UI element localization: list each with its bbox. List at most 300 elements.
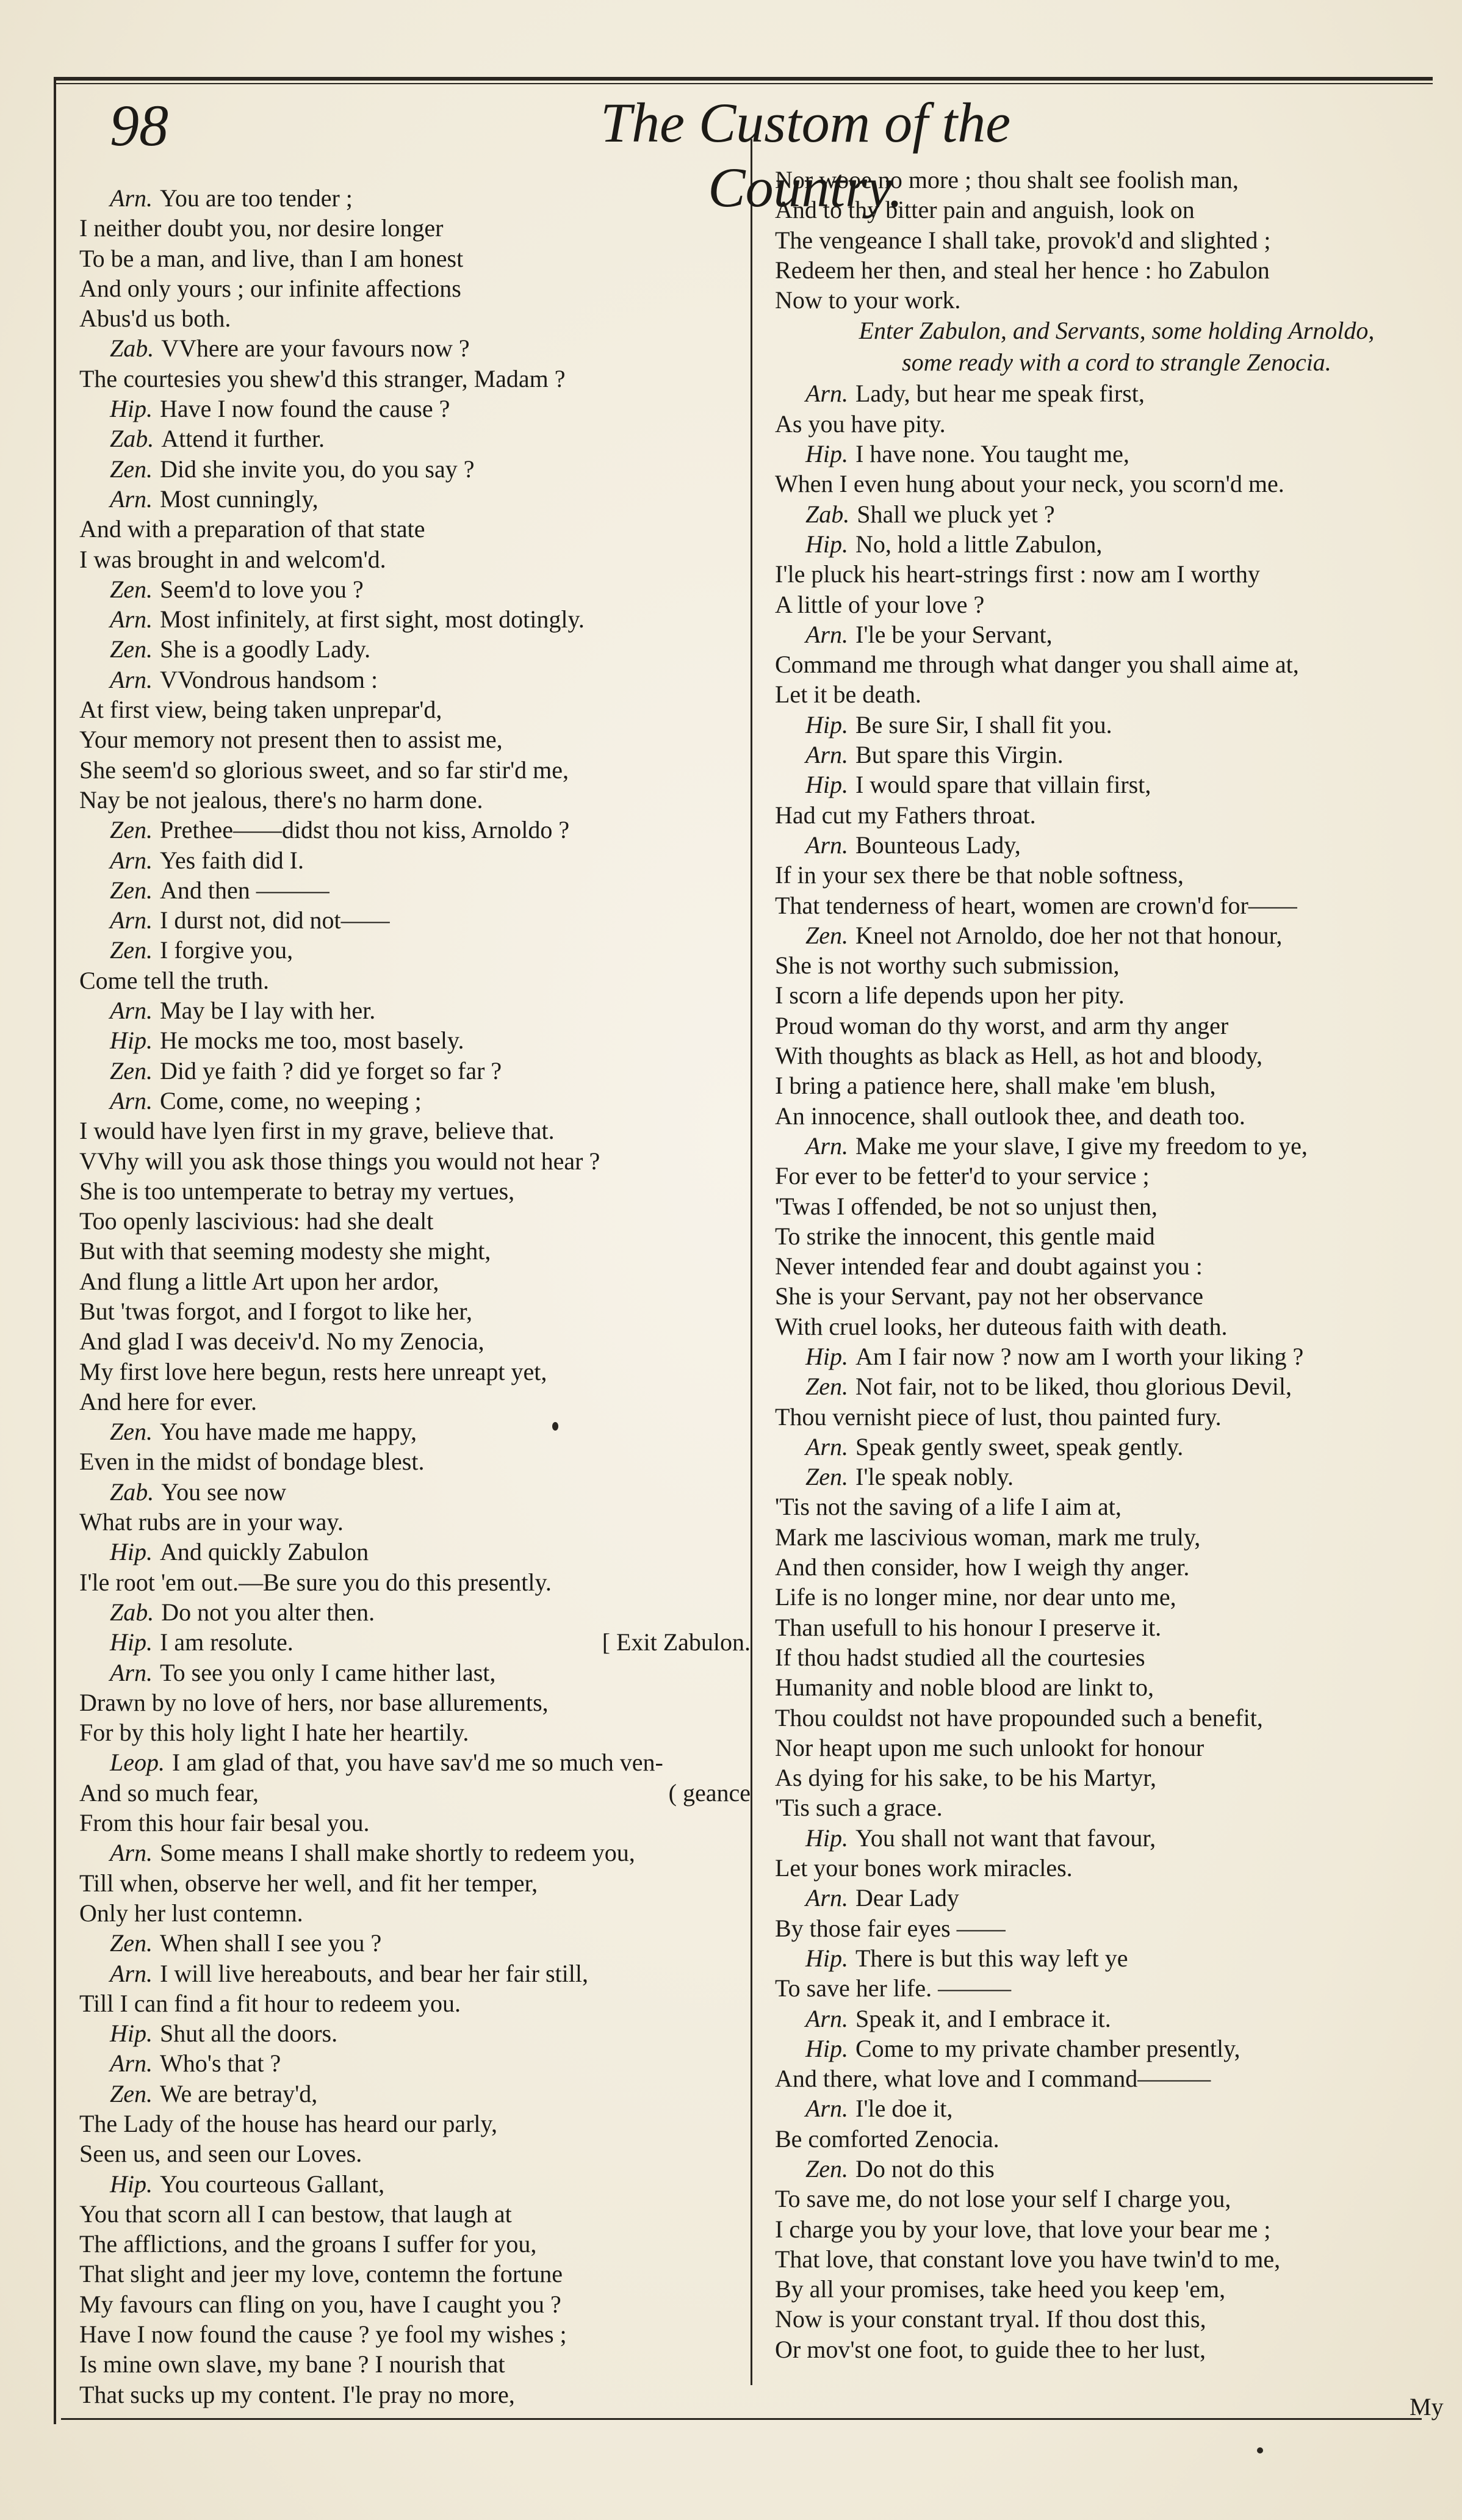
verse-line [79,514,751,544]
line-text: If thou hadst studied all the courtesies [775,1643,1145,1671]
line-text: To strike the innocent, this gentle maid [775,1222,1155,1250]
verse-line [79,2048,751,2078]
verse-line [79,2380,751,2410]
verse-line [775,2184,1434,2214]
verse-line [79,966,751,995]
verse-line [775,1011,1434,1041]
verse-line [79,1025,751,1055]
verse-line [79,1266,751,1296]
line-text: Redeem her then, and steal her hence : ho Zabulon [775,256,1270,284]
speaker-name: Arn. [805,1132,848,1160]
verse-line [775,1312,1434,1341]
line-text: Yes faith did I. [160,846,304,874]
line-text: But with that seeming modesty she might, [79,1237,491,1265]
line-text: I neither doubt you, nor desire longer [79,214,444,242]
line-text: Prethee——didst thou not kiss, Arnoldo ? [160,816,570,844]
speaker-name: Zen. [805,2155,848,2182]
line-text: She is your Servant, pay not her observance [775,1282,1204,1310]
verse-line [79,2349,751,2379]
verse-line [775,225,1434,255]
line-text: And quickly Zabulon [160,1538,369,1566]
line-text: I forgive you, [160,936,293,964]
line-text: If in your sex there be that noble softness, [775,861,1184,889]
line-text: Drawn by no love of hers, nor base allurements, [79,1688,549,1716]
speaker-name: Zen. [110,876,153,904]
line-text: She is a goodly Lady. [160,635,371,663]
line-text: Kneel not Arnoldo, doe her not that honour, [855,921,1283,949]
verse-line [79,213,751,243]
speaker-name: Zen. [110,575,153,603]
line-text: Not fair, not to be liked, thou glorious Devil, [855,1373,1292,1401]
line-text: Shall we pluck yet ? [857,500,1055,528]
line-text: An innocence, shall outlook thee, and death too. [775,1102,1245,1130]
verse-line [775,1883,1434,1913]
verse-line [775,1582,1434,1612]
line-text: As dying for his sake, to be his Martyr, [775,1764,1156,1792]
line-text: VVondrous handsom : [160,665,378,693]
line-text: And here for ever. [79,1387,257,1415]
line-text: Speak it, and I embrace it. [855,2004,1111,2032]
verse-line [775,1492,1434,1522]
speaker-name: Hip. [805,440,848,468]
verse-line [79,2289,751,2319]
verse-line [775,409,1434,439]
verse-line [79,394,751,424]
verse-line [79,1808,751,1838]
speaker-name: Arn. [805,620,848,648]
line-text: And there, what love and I command——— [775,2065,1211,2093]
verse-line [79,333,751,363]
line-text: I am resolute. [160,1628,293,1656]
verse-line [79,1296,751,1326]
speaker-name: Hip. [805,2034,848,2062]
line-text: Come, come, no weeping ; [160,1086,422,1114]
line-text: When I even hung about your neck, you scorn'd me. [775,470,1284,498]
right-text-column [775,165,1434,2364]
speaker-name: Leop. [110,1749,165,1777]
verse-line [79,424,751,453]
verse-line [775,1191,1434,1221]
line-text: Nor wooe no more ; thou shalt see foolish man, [775,166,1239,193]
line-text: Seem'd to love you ? [160,575,364,603]
line-text: Shut all the doors. [160,2020,338,2048]
verse-line [79,2018,751,2048]
bottom-rule [61,2418,1422,2420]
line-text: To save her life. ——— [775,1974,1012,2002]
line-text: Let your bones work miracles. [775,1854,1073,1882]
verse-line [79,935,751,965]
line-text: Did she invite you, do you say ? [160,455,475,483]
speaker-name: Arn. [110,1658,153,1686]
verse-line [79,1357,751,1387]
line-text: I'le root 'em out.—Be sure you do this presently. [79,1568,552,1596]
stage-direction [775,347,1434,378]
speaker-name: Zab. [110,1598,154,1626]
line-text: And then ——— [160,876,329,904]
speaker-name: Zab. [110,334,154,363]
speaker-name: Arn. [110,1959,153,1987]
line-text: With cruel looks, her duteous faith with death. [775,1312,1228,1340]
speaker-name: Arn. [110,665,153,693]
speaker-name: Arn. [110,605,153,634]
verse-line [79,1417,751,1446]
speaker-name: Hip. [110,1027,153,1055]
verse-line [79,2259,751,2289]
verse-line [775,1371,1434,1401]
speaker-name: Hip. [805,1944,848,1972]
line-text: I bring a patience here, shall make 'em blush, [775,1072,1216,1100]
line-text: VVhere are your favours now ? [161,334,470,363]
verse-line [775,1973,1434,2003]
verse-line [79,303,751,333]
verse-line [775,2274,1434,2304]
speaker-name: Zab. [805,500,850,528]
verse-line [79,1838,751,1868]
line-text: I'le doe it, [855,2095,953,2123]
verse-line [79,604,751,634]
verse-line [79,845,751,875]
line-text: That sucks up my content. I'le pray no more, [79,2380,515,2408]
verse-line [79,1236,751,1266]
verse-line [775,2004,1434,2034]
verse-line [775,1281,1434,1311]
line-text: Now to your work. [775,286,961,314]
verse-line [775,710,1434,740]
verse-line [775,378,1434,408]
verse-line [79,1988,751,2018]
line-text: You courteous Gallant, [160,2170,385,2198]
speaker-name: Arn. [110,1086,153,1114]
line-text: But 'twas forgot, and I forgot to like her, [79,1297,473,1325]
verse-line [775,649,1434,679]
line-text: Speak gently sweet, speak gently. [855,1432,1184,1460]
line-text: I durst not, did not—— [160,906,390,934]
line-text: You are too tender ; [160,184,353,212]
verse-line [79,544,751,574]
line-text: For by this holy light I hate her heartily. [79,1719,469,1747]
speaker-name: Arn. [805,1884,848,1912]
line-text: We are betray'd, [160,2079,318,2107]
verse-line [79,1146,751,1176]
verse-line [775,439,1434,469]
verse-line [775,1251,1434,1281]
verse-line [79,484,751,514]
verse-line [79,875,751,905]
line-text: A little of your love ? [775,590,985,618]
verse-line [79,785,751,815]
line-text: Too openly lascivious: had she dealt [79,1207,434,1235]
line-text: By those fair eyes —— [775,1914,1006,1942]
line-text: And only yours ; our infinite affections [79,274,461,302]
line-text: To save me, do not lose your self I charge you, [775,2185,1231,2213]
line-text: I'le pluck his heart-strings first : now am I worthy [775,560,1260,588]
verse-line [79,1477,751,1507]
line-text: 'Tis such a grace. [775,1794,943,1822]
speaker-name: Arn. [805,741,848,769]
line-text: And then consider, how I weigh thy anger. [775,1553,1190,1581]
line-text: Your memory not present then to assist me, [79,726,503,754]
verse-line [775,619,1434,649]
margin-note: [ Exit Zabulon. [602,1628,751,1656]
line-text: Even in the midst of bondage blest. [79,1448,425,1476]
line-text: I'le speak nobly. [855,1463,1014,1491]
line-text: By all your promises, take heed you keep 'em, [775,2275,1226,2303]
speaker-name: Arn. [110,485,153,513]
verse-line [79,244,751,273]
speaker-name: Arn. [805,831,848,859]
verse-line [775,1432,1434,1462]
line-text: I charge you by your love, that love your bear me ; [775,2215,1271,2243]
line-text: With thoughts as black as Hell, as hot and bloody, [775,1042,1263,1070]
line-text: Now is your constant tryal. If thou dost this, [775,2305,1206,2333]
line-text: Humanity and noble blood are linkt to, [775,1673,1154,1702]
verse-line [775,255,1434,285]
line-text: Some means I shall make shortly to redeem you, [160,1839,635,1867]
verse-line [79,1747,751,1777]
verse-line [775,529,1434,559]
verse-line [775,950,1434,980]
verse-line [775,1672,1434,1702]
catchword: My [1410,2393,1444,2421]
verse-line [79,1206,751,1236]
line-text: The vengeance I shall take, provok'd and slighted ; [775,226,1271,254]
header-rule-thin [54,83,1433,84]
verse-line [79,1868,751,1898]
verse-line [775,1943,1434,1973]
line-text: You shall not want that favour, [855,1824,1156,1852]
line-text: The courtesies you shew'd this stranger, Madam ? [79,364,566,392]
verse-line [775,679,1434,709]
line-text: Most cunningly, [160,485,319,513]
verse-line [79,574,751,604]
verse-line [79,2319,751,2349]
line-text: I scorn a life depends upon her pity. [775,981,1125,1009]
verse-line [775,2034,1434,2063]
verse-line [775,1703,1434,1733]
verse-line [775,1161,1434,1191]
speaker-name: Hip. [805,771,848,799]
line-text: My first love here begun, rests here unreapt yet, [79,1357,547,1385]
line-text: At first view, being taken unprepar'd, [79,696,442,724]
speaker-name: Arn. [110,997,153,1025]
verse-line [79,695,751,724]
verse-line [775,800,1434,830]
verse-line [775,1070,1434,1100]
speaker-name: Arn. [805,2004,848,2032]
verse-line [79,1898,751,1928]
line-text: I will live hereabouts, and bear her fair still, [160,1959,588,1987]
line-text: Than usefull to his honour I preserve it. [775,1613,1162,1641]
verse-line [79,2139,751,2168]
verse-line [79,1658,751,1688]
line-text: Enter Zabulon, and Servants, some holding Arnoldo, [859,317,1375,345]
verse-line [79,724,751,754]
line-text: Lady, but hear me speak first, [855,380,1145,408]
verse-line [775,920,1434,950]
verse-line [79,1778,751,1808]
column-divider [751,139,752,2385]
line-text: What rubs are in your way. [79,1508,344,1536]
line-text: Do not do this [855,2155,995,2182]
line-text: She is not worthy such submission, [775,951,1120,980]
line-text: Nay be not jealous, there's no harm done. [79,785,483,814]
line-text: I have none. You taught me, [855,440,1129,468]
verse-line [775,1131,1434,1161]
verse-line [775,1793,1434,1822]
margin-note: ( geance [668,1778,751,1807]
verse-line [79,273,751,303]
speaker-name: Zen. [805,921,848,949]
verse-line [79,1928,751,1958]
line-text: The Lady of the house has heard our parly, [79,2110,497,2137]
verse-line [79,1537,751,1567]
line-text: Come tell the truth. [79,966,270,994]
line-text: He mocks me too, most basely. [160,1027,464,1055]
speaker-name: Arn. [110,184,153,212]
verse-line [79,1056,751,1086]
line-text: Only her lust contemn. [79,1899,303,1927]
verse-line [79,1176,751,1206]
speaker-name: Zen. [110,2079,153,2107]
line-text: Most infinitely, at first sight, most dotingly. [160,605,585,634]
speaker-name: Zen. [110,1929,153,1957]
verse-line [775,1522,1434,1552]
verse-line [775,2154,1434,2184]
verse-line [775,1763,1434,1793]
verse-line [79,1627,751,1657]
line-text: From this hour fair besal you. [79,1809,370,1837]
verse-line [775,1341,1434,1371]
verse-line [775,1612,1434,1642]
stage-direction [775,315,1434,347]
line-text: And so much fear, [79,1778,259,1807]
line-text: I am glad of that, you have sav'd me so much ven- [172,1749,663,1777]
line-text: May be I lay with her. [160,997,376,1025]
line-text: You see now [161,1478,287,1506]
line-text: Be sure Sir, I shall fit you. [855,710,1112,738]
verse-line [775,1101,1434,1131]
line-text: I was brought in and welcom'd. [79,545,386,573]
verse-line [775,740,1434,770]
line-text: 'Twas I offended, be not so unjust then, [775,1192,1158,1220]
verse-line [775,1221,1434,1251]
speaker-name: Arn. [805,2095,848,2123]
ink-mark [1257,2447,1263,2453]
verse-line [79,665,751,695]
line-text: Mark me lascivious woman, mark me truly, [775,1523,1201,1551]
speaker-name: Zen. [110,1056,153,1085]
line-text: There is but this way left ye [855,1944,1128,1972]
verse-line [79,183,751,213]
header-rule [54,77,1433,81]
line-text: But spare this Virgin. [855,741,1064,769]
line-text: That love, that constant love you have twin'd to me, [775,2245,1281,2273]
line-text: Till when, observe her well, and fit her temper, [79,1869,538,1897]
speaker-name: Arn. [110,2049,153,2078]
speaker-name: Zen. [110,635,153,663]
speaker-name: Arn. [805,380,848,408]
verse-line [775,590,1434,619]
line-text: Am I fair now ? now am I worth your liking ? [855,1342,1304,1370]
verse-line [79,2109,751,2139]
speaker-name: Hip. [110,1628,153,1656]
verse-line [79,2079,751,2109]
line-text: 'Tis not the saving of a life I aim at, [775,1493,1122,1521]
verse-line [775,860,1434,890]
verse-line [775,1462,1434,1492]
line-text: And flung a little Art upon her ardor, [79,1267,439,1295]
line-text: She seem'd so glorious sweet, and so far stir'd me, [79,756,569,784]
verse-line [775,285,1434,315]
line-text: Who's that ? [160,2049,281,2078]
page-number: 98 [110,93,168,158]
verse-line [79,1086,751,1116]
speaker-name: Zen. [110,455,153,483]
line-text: For ever to be fetter'd to your service ; [775,1162,1150,1190]
line-text: That slight and jeer my love, contemn the fortune [79,2260,563,2288]
line-text: I would spare that villain first, [855,771,1151,799]
line-text: Command me through what danger you shall aime at, [775,651,1299,679]
line-text: Till I can find a fit hour to redeem you. [79,1989,461,2017]
verse-line [79,815,751,845]
speaker-name: Hip. [110,2170,153,2198]
speaker-name: Arn. [110,1839,153,1867]
verse-line [775,1552,1434,1582]
verse-line [79,2199,751,2229]
line-text: Thou vernisht piece of lust, thou painted fury. [775,1403,1222,1431]
line-text: That tenderness of heart, women are crown'd for—— [775,891,1297,919]
verse-line [79,1688,751,1717]
line-text: You that scorn all I can bestow, that laugh at [79,2200,512,2228]
line-text: Have I now found the cause ? ye fool my wishes ; [79,2320,567,2349]
line-text: And glad I was deceiv'd. No my Zenocia, [79,1327,484,1356]
speaker-name: Zen. [110,936,153,964]
verse-line [775,890,1434,920]
line-text: Come to my private chamber presently, [855,2034,1241,2062]
verse-line [775,830,1434,860]
line-text: Or mov'st one foot, to guide thee to her lust, [775,2335,1206,2363]
line-text: You have made me happy, [160,1418,417,1446]
verse-line [79,454,751,484]
verse-line [79,2229,751,2259]
line-text: Life is no longer mine, nor dear unto me, [775,1583,1176,1611]
speaker-name: Zab. [110,425,154,453]
verse-line [79,1959,751,1988]
verse-line [79,755,751,785]
speaker-name: Zen. [110,1418,153,1446]
line-text: And to thy bitter pain and anguish, look on [775,196,1195,224]
ink-mark [552,1422,558,1431]
line-text: To be a man, and live, than I am honest [79,244,464,272]
speaker-name: Hip. [805,1824,848,1852]
verse-line [775,1642,1434,1672]
verse-line [775,2244,1434,2274]
speaker-name: Zen. [805,1373,848,1401]
line-text: VVhy will you ask those things you would not hear ? [79,1147,600,1175]
speaker-name: Zab. [110,1478,154,1506]
verse-line [775,2214,1434,2244]
line-text: some ready with a cord to strangle Zenocia. [902,348,1331,377]
speaker-name: Hip. [110,1538,153,1566]
line-text: I'le be your Servant, [855,620,1053,648]
verse-line [79,1507,751,1537]
speaker-name: Hip. [805,1342,848,1370]
verse-line [775,499,1434,529]
verse-line [775,165,1434,195]
line-text: Thou couldst not have propounded such a benefit, [775,1703,1263,1731]
line-text: Dear Lady [855,1884,959,1912]
line-text: Attend it further. [161,425,325,453]
